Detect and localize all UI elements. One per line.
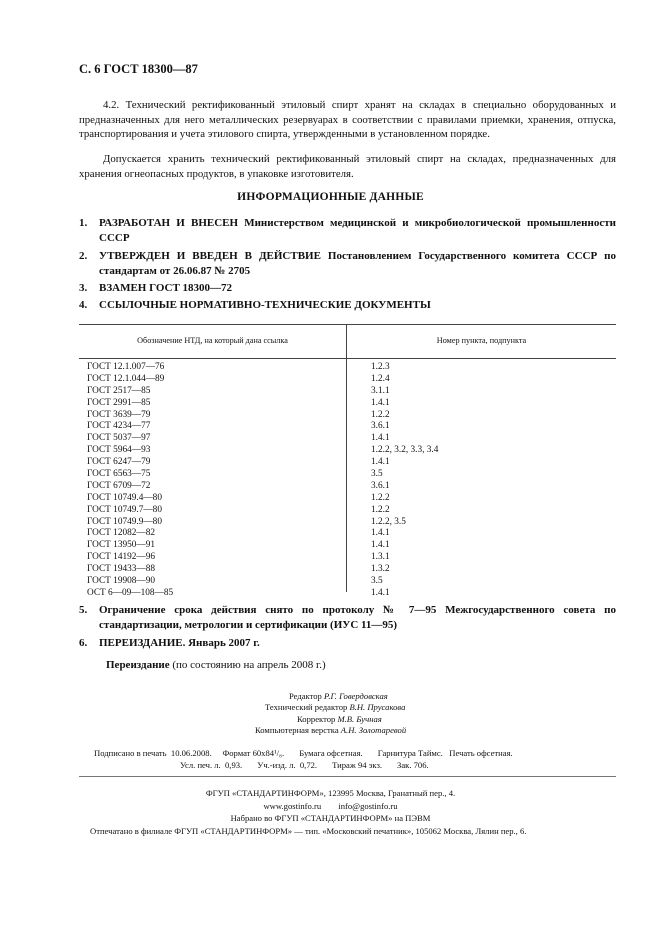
paragraph-4-2: 4.2. Технический ректификованный этиловый спирт хранят на складах в специально оборудованных и предназначенных для него металлических резервуарах в соответствии с правилами приемки, хранения, отпуска, транспортирования и учета этилового спирта, утвержденными в установленном порядке.	[79, 99, 616, 141]
cell-document: ГОСТ 4234—77	[87, 421, 151, 432]
cell-document: ГОСТ 19433—88	[87, 564, 156, 575]
table-row	[79, 362, 616, 374]
table-row	[79, 374, 616, 386]
publisher-typeset: Набрано во ФГУП «СТАНДАРТИНФОРМ» на ПЭВМ	[230, 813, 431, 824]
credit-name: А.Н. Золотаревой	[340, 725, 407, 736]
item-text: Январь 2007 г.	[185, 637, 260, 649]
cell-clause: 1.4.1	[371, 528, 390, 539]
paragraph-storage-note: Допускается хранить технический ректификованный этиловый спирт на складах, предназначенных для хранения огнеопасных продуктов, в упаковке изготовителя.	[79, 153, 616, 180]
cell-document: ГОСТ 13950—91	[87, 540, 156, 551]
item-text: Постановлением Государственного комитета СССР по стандартам от 26.06.87 № 2705	[99, 250, 617, 277]
item-text: Ограничение срока действия снято по протоколу № 7—95 Межгосударственного совета по стандартизации, метрологии и сертификации (ИУС 11—95)	[99, 604, 616, 631]
credit-tech-editor	[0, 702, 661, 713]
cell-document: ГОСТ 6563—75	[87, 469, 151, 480]
publisher-address: ФГУП «СТАНДАРТИНФОРМ», 123995 Москва, Гранатный пер., 4.	[205, 788, 456, 798]
credit-name: М.В. Бучная	[337, 713, 382, 724]
table-row	[79, 481, 616, 493]
print-info-line-1: Подписано в печать 10.06.2008. Формат 60х84¹/₈. Бумага офсетная. Гарнитура Таймс. Печать офсетная.	[94, 748, 513, 758]
info-item-3	[79, 281, 616, 296]
item-number: 6.	[79, 637, 88, 649]
table-row	[79, 410, 616, 422]
item-lead: УТВЕРЖДЕН И ВВЕДЕН В ДЕЙСТВИЕ	[99, 250, 321, 262]
table-row	[79, 386, 616, 398]
cell-document: ГОСТ 10749.4—80	[87, 492, 162, 503]
publisher-web: www.gostinfo.ru info@gostinfo.ru	[263, 800, 398, 811]
cell-clause: 3.6.1	[371, 480, 390, 491]
info-item-2	[79, 249, 616, 278]
info-item-6	[79, 636, 616, 651]
table-row	[79, 517, 616, 529]
table-row	[79, 588, 616, 600]
table-header-clause: Номер пункта, подпункта	[436, 336, 527, 345]
cell-clause: 1.2.2, 3.5	[371, 516, 406, 527]
item-number: 1.	[79, 217, 88, 229]
info-item-4	[79, 298, 616, 313]
reissue-lead: Переиздание	[106, 659, 170, 671]
table-body	[79, 362, 616, 600]
footer-separator	[79, 776, 616, 777]
item-lead: ПЕРЕИЗДАНИЕ.	[99, 637, 186, 649]
item-number: 4.	[79, 299, 88, 311]
credit-role: Технический редактор	[265, 702, 348, 713]
publisher-info	[0, 787, 661, 837]
table-row	[79, 576, 616, 588]
table-row	[79, 505, 616, 517]
cell-clause: 1.4.1	[371, 587, 390, 598]
credit-name: В.Н. Прусакова	[349, 702, 406, 713]
credit-role: Корректор	[297, 713, 336, 724]
credit-editor	[0, 691, 661, 702]
cell-clause: 3.6.1	[371, 421, 390, 432]
table-header-document: Обозначение НТД, на который дана ссылка	[137, 336, 288, 345]
table-row	[79, 469, 616, 481]
credit-name: Р.Г. Говердовская	[324, 691, 388, 701]
cell-clause: 1.3.1	[371, 552, 390, 563]
cell-document: ГОСТ 5964—93	[87, 445, 151, 456]
info-item-1	[79, 216, 616, 245]
cell-clause: 1.3.2	[371, 564, 390, 575]
credit-role: Редактор	[289, 691, 322, 701]
cell-clause: 1.4.1	[371, 397, 390, 408]
cell-clause: 1.2.2	[371, 492, 390, 503]
page-header: С. 6 ГОСТ 18300—87	[79, 62, 198, 76]
item-lead: ВЗАМЕН ГОСТ 18300—72	[99, 282, 233, 294]
credit-role: Компьютерная верстка	[255, 725, 339, 736]
cell-clause: 1.4.1	[371, 433, 390, 444]
cell-document: ГОСТ 14192—96	[87, 552, 156, 563]
references-table	[79, 324, 616, 598]
reissue-note	[106, 659, 326, 671]
cell-document: ГОСТ 2991—85	[87, 397, 151, 408]
table-row	[79, 528, 616, 540]
cell-clause: 3.1.1	[371, 385, 390, 396]
cell-document: ГОСТ 10749.7—80	[87, 504, 162, 515]
cell-document: ГОСТ 5037—97	[87, 433, 151, 444]
table-row	[79, 493, 616, 505]
cell-document: ГОСТ 6709—72	[87, 480, 151, 491]
cell-clause: 1.2.2, 3.2, 3.3, 3.4	[371, 445, 439, 456]
item-number: 2.	[79, 250, 88, 262]
cell-clause: 1.2.2	[371, 409, 390, 420]
table-row	[79, 540, 616, 552]
print-info	[94, 747, 614, 771]
cell-document: ГОСТ 12.1.007—76	[87, 362, 165, 372]
table-header-rule	[79, 358, 616, 359]
item-number: 5.	[79, 604, 88, 616]
cell-clause: 1.2.2	[371, 504, 390, 515]
credit-layout	[0, 725, 661, 736]
cell-document: ГОСТ 2517—85	[87, 385, 151, 396]
item-text: Министерством медицинской и микробиологической промышленности СССР	[99, 217, 616, 244]
cell-document: ГОСТ 12.1.044—89	[87, 373, 165, 384]
item-lead: ССЫЛОЧНЫЕ НОРМАТИВНО-ТЕХНИЧЕСКИЕ ДОКУМЕНТЫ	[99, 299, 431, 311]
table-row	[79, 552, 616, 564]
table-row	[79, 445, 616, 457]
table-row	[79, 457, 616, 469]
reissue-text: (по состоянию на апрель 2008 г.)	[169, 659, 326, 671]
cell-document: ГОСТ 6247—79	[87, 457, 151, 468]
cell-clause: 3.5	[371, 469, 383, 480]
cell-document: ГОСТ 10749.9—80	[87, 516, 162, 527]
table-row	[79, 564, 616, 576]
item-number: 3.	[79, 282, 88, 294]
cell-clause: 1.2.3	[371, 362, 390, 372]
publisher-printed: Отпечатано в филиале ФГУП «СТАНДАРТИНФОРМ» — тип. «Московский печатник», 105062 Москва, Лялин пер., 6.	[90, 825, 527, 836]
cell-document: ГОСТ 12082—82	[87, 528, 156, 539]
cell-clause: 1.2.4	[371, 373, 390, 384]
cell-clause: 3.5	[371, 576, 383, 587]
section-title: ИНФОРМАЦИОННЫЕ ДАННЫЕ	[237, 191, 424, 203]
cell-document: ГОСТ 19908—90	[87, 576, 156, 587]
table-row	[79, 433, 616, 445]
info-item-5	[79, 603, 616, 632]
cell-clause: 1.4.1	[371, 540, 390, 551]
cell-document: ОСТ 6—09—108—85	[87, 587, 174, 598]
item-lead: РАЗРАБОТАН И ВНЕСЕН	[99, 217, 239, 229]
table-row	[79, 398, 616, 410]
table-top-rule	[79, 324, 616, 325]
credit-proofreader	[0, 714, 661, 725]
cell-clause: 1.4.1	[371, 457, 390, 468]
cell-document: ГОСТ 3639—79	[87, 409, 151, 420]
table-row	[79, 421, 616, 433]
print-info-line-2: Усл. печ. л. 0,93. Уч.-изд. л. 0,72. Тираж 94 экз. Зак. 706.	[180, 760, 429, 770]
editorial-credits	[0, 691, 661, 737]
